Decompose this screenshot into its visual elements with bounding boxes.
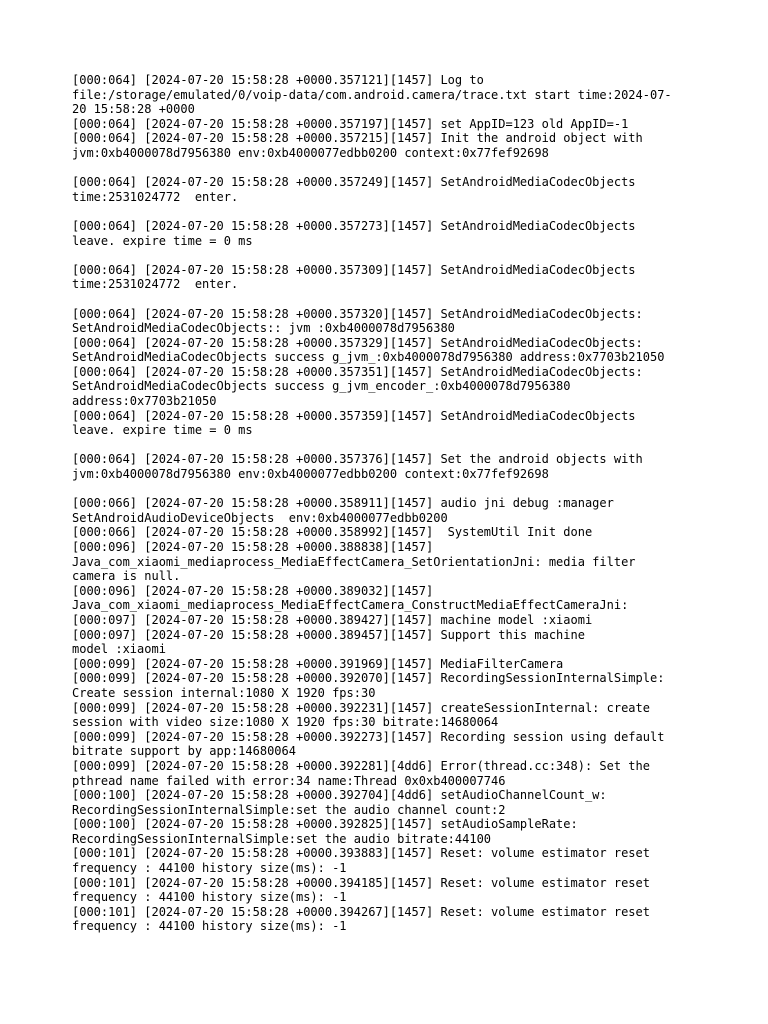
log-entry: [000:064] [2024-07-20 15:58:28 +0000.357121][1457] Log to file:/storage/emulated/0/voip-data/com.android.camera/trace.txt start time:2024-07- 20 15:58:28 +0000 — [72, 73, 672, 117]
log-entry: [000:064] [2024-07-20 15:58:28 +0000.357359][1457] SetAndroidMediaCodecObjects leave. expire time = 0 ms — [72, 408, 636, 438]
log-entry: [000:096] [2024-07-20 15:58:28 +0000.388838][1457] Java_com_xiaomi_mediaprocess_MediaEffectCamera_SetOrientationJni: media filter camera is null. — [72, 540, 636, 584]
log-entry: [000:064] [2024-07-20 15:58:28 +0000.357273][1457] SetAndroidMediaCodecObjects leave. expire time = 0 ms — [72, 218, 636, 248]
log-entry: [000:099] [2024-07-20 15:58:28 +0000.392273][1457] Recording session using default bitrate support by app:14680064 — [72, 729, 665, 759]
log-entry: [000:064] [2024-07-20 15:58:28 +0000.357320][1457] SetAndroidMediaCodecObjects: SetAndroidMediaCodecObjects:: jvm :0xb4000078d7956380 — [72, 306, 643, 336]
log-entry: [000:099] [2024-07-20 15:58:28 +0000.391969][1457] MediaFilterCamera — [72, 656, 564, 671]
log-entry: [000:064] [2024-07-20 15:58:28 +0000.357376][1457] Set the android objects with jvm:0xb4000078d7956380 env:0xb4000077edbb0200 context:0x77fef92698 — [72, 452, 643, 482]
log-entry: [000:099] [2024-07-20 15:58:28 +0000.392281][4dd6] Error(thread.cc:348): Set the pthread name failed with error:34 name:Thread 0x0xb400007746 — [72, 758, 650, 788]
log-entry: [000:064] [2024-07-20 15:58:28 +0000.357197][1457] set AppID=123 old AppID=-1 — [72, 116, 629, 131]
log-entry: [000:099] [2024-07-20 15:58:28 +0000.392070][1457] RecordingSessionInternalSimple: Create session internal:1080 X 1920 fps:30 — [72, 671, 665, 700]
log-entry: [000:097] [2024-07-20 15:58:28 +0000.389427][1457] machine model :xiaomi — [72, 612, 593, 627]
log-entry: [000:064] [2024-07-20 15:58:28 +0000.357351][1457] SetAndroidMediaCodecObjects: SetAndroidMediaCodecObjects success g_jvm_encoder_:0xb4000078d7956380 address:0x7703b21050 — [72, 364, 643, 409]
log-entry: [000:100] [2024-07-20 15:58:28 +0000.392704][4dd6] setAudioChannelCount_w: RecordingSessionInternalSimple:set the audio channel count:2 — [72, 788, 607, 817]
log-entry: [000:064] [2024-07-20 15:58:28 +0000.357329][1457] SetAndroidMediaCodecObjects: SetAndroidMediaCodecObjects success g_jvm_:0xb4000078d7956380 address:0x7703b21050 — [72, 335, 665, 365]
log-entry: [000:066] [2024-07-20 15:58:28 +0000.358911][1457] audio jni debug :manager SetAndroidAudioDeviceObjects env:0xb4000077edbb0200 — [72, 496, 614, 525]
log-entry: [000:100] [2024-07-20 15:58:28 +0000.392825][1457] setAudioSampleRate: RecordingSessionInternalSimple:set the audio bitrate:44100 — [72, 817, 578, 846]
log-entry: [000:064] [2024-07-20 15:58:28 +0000.357249][1457] SetAndroidMediaCodecObjects time:2531024772 enter. — [72, 175, 636, 204]
log-entry: [000:066] [2024-07-20 15:58:28 +0000.358992][1457] SystemUtil Init done — [72, 525, 593, 540]
log-entry: [000:101] [2024-07-20 15:58:28 +0000.394267][1457] Reset: volume estimator reset frequency : 44100 history size(ms): -1 — [72, 904, 650, 934]
log-entry: [000:064] [2024-07-20 15:58:28 +0000.357309][1457] SetAndroidMediaCodecObjects time:2531024772 enter. — [72, 262, 636, 292]
log-entry: [000:097] [2024-07-20 15:58:28 +0000.389457][1457] Support this machine model :xiaomi — [72, 627, 585, 657]
log-entry: [000:096] [2024-07-20 15:58:28 +0000.389032][1457] Java_com_xiaomi_mediaprocess_MediaEffectCamera_ConstructMediaEffectCameraJni: — [72, 583, 629, 613]
log-entry: [000:064] [2024-07-20 15:58:28 +0000.357215][1457] Init the android object with jvm:0xb4000078d7956380 env:0xb4000077edbb0200 context:0x77fef92698 — [72, 131, 643, 160]
log-entry: [000:099] [2024-07-20 15:58:28 +0000.392231][1457] createSessionInternal: create session with video size:1080 X 1920 fps:30 bitrate:14680064 — [72, 700, 650, 730]
log-entry: [000:101] [2024-07-20 15:58:28 +0000.393883][1457] Reset: volume estimator reset frequency : 44100 history size(ms): -1 — [72, 846, 650, 876]
log-document — [72, 73, 702, 934]
log-entry: [000:101] [2024-07-20 15:58:28 +0000.394185][1457] Reset: volume estimator reset frequency : 44100 history size(ms): -1 — [72, 875, 650, 905]
